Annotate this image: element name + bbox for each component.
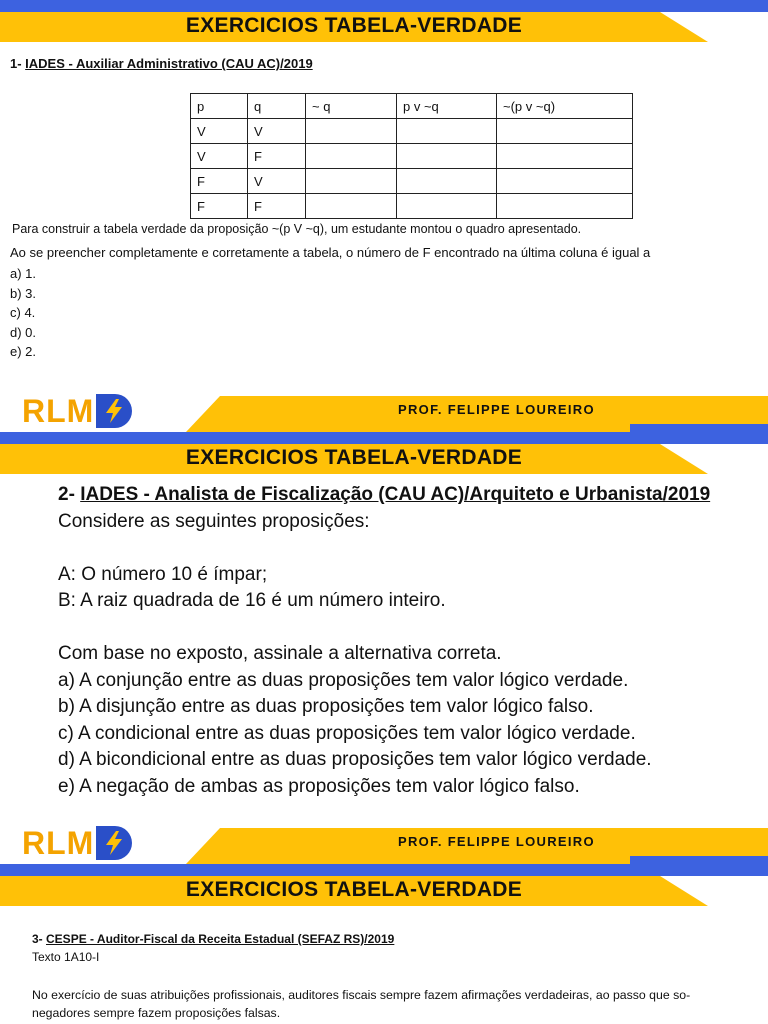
table-cell xyxy=(306,169,397,194)
table-header-cell: ~ q xyxy=(306,94,397,119)
option-d: d) A bicondicional entre as duas proposições tem valor lógico verdade. xyxy=(58,749,652,770)
footer xyxy=(0,380,768,432)
option-e: e) 2. xyxy=(10,344,37,360)
page-title: EXERCICIOS TABELA-VERDADE xyxy=(185,878,523,901)
table-cell xyxy=(306,144,397,169)
table-cell xyxy=(306,194,397,219)
option-c: c) 4. xyxy=(10,305,36,321)
lightning-icon xyxy=(96,826,132,860)
professor-name: PROF. FELIPPE LOUREIRO xyxy=(398,402,595,417)
proposition-b: B: A raiz quadrada de 16 é um número inteiro. xyxy=(58,590,446,611)
table-cell: F xyxy=(248,194,306,219)
table-row xyxy=(191,119,633,144)
question-1-title xyxy=(10,56,313,71)
logo-text: RLM xyxy=(22,392,95,429)
question-source: CESPE - Auditor-Fiscal da Receita Estadual (SEFAZ RS)/2019 xyxy=(46,932,395,946)
option-d: d) 0. xyxy=(10,324,37,340)
professor-name: PROF. FELIPPE LOUREIRO xyxy=(398,834,595,849)
table-header-cell: ~(p v ~q) xyxy=(497,94,633,119)
option-b: b) A disjunção entre as duas proposições tem valor lógico falso. xyxy=(58,696,594,717)
options-list xyxy=(10,264,36,362)
option-c: c) A condicional entre as duas proposições tem valor lógico verdade. xyxy=(58,722,636,744)
header-blue-stripe xyxy=(0,864,768,876)
page-title: EXERCICIOS TABELA-VERDADE xyxy=(185,446,523,469)
table-cell xyxy=(397,194,497,219)
footer xyxy=(0,812,768,864)
footer-blue-stripe xyxy=(630,424,768,432)
rlm-logo xyxy=(22,824,132,862)
header-band xyxy=(0,432,768,476)
option-e: e) A negação de ambas as proposições tem valor lógico falso. xyxy=(58,775,580,797)
slide-3 xyxy=(0,864,768,1024)
rlm-logo xyxy=(22,392,132,430)
question-number: 2- xyxy=(58,484,81,505)
question-statement: Para construir a tabela verdade da proposição ~(p V ~q), um estudante montou o quadro apresentado. xyxy=(12,222,582,236)
question-source: IADES - Analista de Fiscalização (CAU AC)/Arquiteto e Urbanista/2019 xyxy=(80,484,711,505)
question-text: Ao se preencher completamente e corretamente a tabela, o número de F encontrado na última coluna é igual a xyxy=(10,245,651,260)
header-band xyxy=(0,864,768,908)
page-title: EXERCICIOS TABELA-VERDADE xyxy=(185,14,523,37)
table-cell: V xyxy=(191,144,248,169)
slide-2 xyxy=(0,432,768,864)
table-row xyxy=(191,194,633,219)
question-3-title xyxy=(32,932,394,946)
table-cell xyxy=(397,169,497,194)
truth-table xyxy=(190,93,633,219)
lightning-icon xyxy=(96,394,132,428)
question-text: Com base no exposto, assinale a alternativa correta. xyxy=(58,643,502,664)
question-2 xyxy=(58,482,710,800)
logo-text: RLM xyxy=(22,824,95,861)
table-cell xyxy=(397,144,497,169)
text-reference: Texto 1A10-I xyxy=(32,950,100,964)
table-header-cell: p xyxy=(191,94,248,119)
question-number: 1- xyxy=(10,56,26,71)
table-cell xyxy=(497,194,633,219)
question-body: No exercício de suas atribuições profissionais, auditores fiscais sempre fazem afirmações verdadeiras, ao passo que so-negadores sempre fazem proposições falsas. xyxy=(32,988,691,1020)
question-source: IADES - Auxiliar Administrativo (CAU AC)/2019 xyxy=(25,56,313,71)
option-b: b) 3. xyxy=(10,285,37,301)
table-header-cell: q xyxy=(248,94,306,119)
table-header-row xyxy=(191,94,633,119)
question-number: 3- xyxy=(32,932,47,946)
header-band xyxy=(0,0,768,44)
question-2-title xyxy=(58,482,710,509)
proposition-a: A: O número 10 é ímpar; xyxy=(58,563,268,585)
header-blue-stripe xyxy=(0,0,768,12)
option-a: a) 1. xyxy=(10,266,37,281)
table-cell xyxy=(497,169,633,194)
question-intro: Considere as seguintes proposições: xyxy=(58,510,370,532)
table-cell: F xyxy=(248,144,306,169)
table-cell xyxy=(397,119,497,144)
table-header-cell: p v ~q xyxy=(397,94,497,119)
header-blue-stripe xyxy=(0,432,768,444)
table-row xyxy=(191,169,633,194)
table-cell xyxy=(497,119,633,144)
slide-1 xyxy=(0,0,768,432)
table-cell: F xyxy=(191,194,248,219)
table-row xyxy=(191,144,633,169)
footer-blue-stripe xyxy=(630,856,768,864)
table-cell xyxy=(497,144,633,169)
table-cell: V xyxy=(248,119,306,144)
table-cell: V xyxy=(248,169,306,194)
table-cell: V xyxy=(191,119,248,144)
table-cell: F xyxy=(191,169,248,194)
option-a: a) A conjunção entre as duas proposições tem valor lógico verdade. xyxy=(58,669,629,691)
table-cell xyxy=(306,119,397,144)
